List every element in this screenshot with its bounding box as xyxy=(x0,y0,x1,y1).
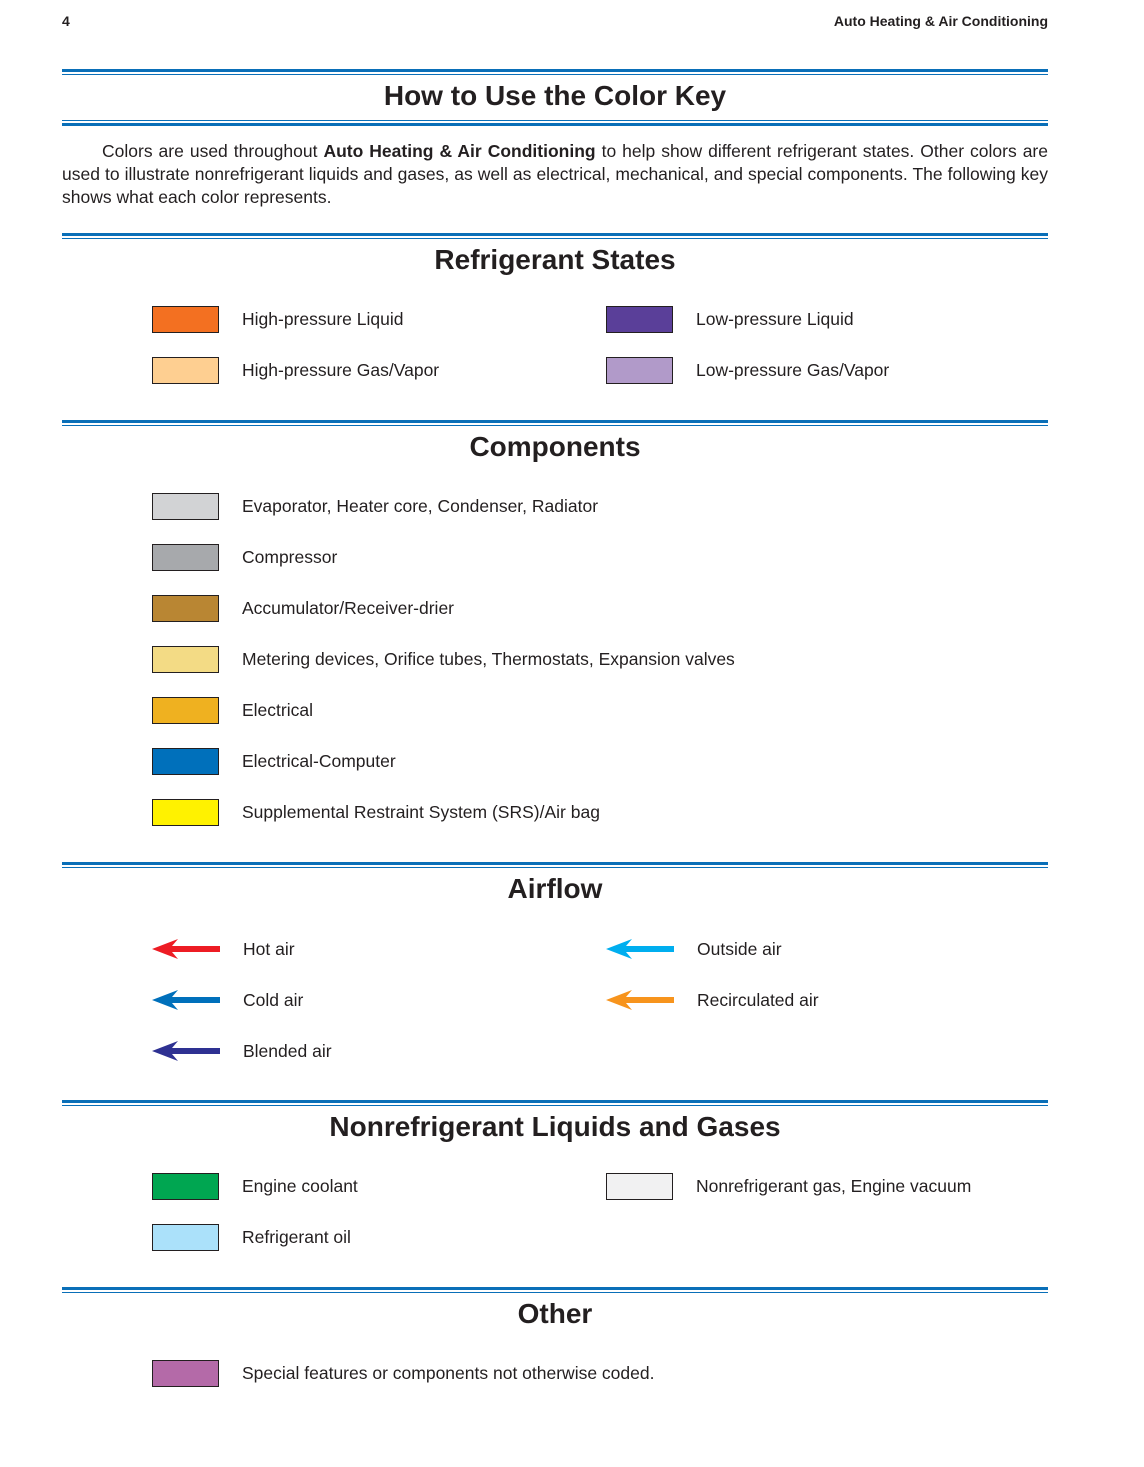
color-swatch xyxy=(606,1173,673,1200)
key-label: Low-pressure Liquid xyxy=(696,308,854,329)
color-swatch xyxy=(152,697,219,724)
key-label: Electrical xyxy=(242,699,313,720)
section-title-airflow: Airflow xyxy=(507,873,603,904)
key-item-srs-airbag xyxy=(152,797,600,827)
key-label: Metering devices, Orifice tubes, Thermostats, Expansion valves xyxy=(242,648,735,669)
page-title: How to Use the Color Key xyxy=(383,80,727,111)
arrow-left-icon xyxy=(152,938,220,960)
intro-paragraph xyxy=(62,140,1048,209)
key-item-low-pressure-liquid xyxy=(606,304,854,334)
key-label: Special features or components not otherwise coded. xyxy=(242,1362,655,1383)
key-item-accumulator xyxy=(152,593,454,623)
key-label: Low-pressure Gas/Vapor xyxy=(696,359,890,380)
key-item-heat-exchangers xyxy=(152,491,598,521)
key-item-hot-air xyxy=(152,934,295,964)
key-label: Compressor xyxy=(242,546,338,567)
intro-text-start: Colors are used throughout xyxy=(102,141,324,161)
arrow-left-icon xyxy=(606,989,674,1011)
divider-rule xyxy=(62,120,1048,126)
key-label: Cold air xyxy=(243,989,304,1010)
key-label: Outside air xyxy=(697,938,782,959)
key-item-special-features xyxy=(152,1358,654,1388)
color-swatch xyxy=(152,646,219,673)
color-swatch xyxy=(152,595,219,622)
key-item-electrical xyxy=(152,695,313,725)
key-item-low-pressure-gas xyxy=(606,355,889,385)
key-item-engine-coolant xyxy=(152,1171,358,1201)
divider-rule xyxy=(62,862,1048,868)
key-item-cold-air xyxy=(152,985,303,1015)
key-item-nonrefrigerant-gas xyxy=(606,1171,971,1201)
key-label: Supplemental Restraint System (SRS)/Air bag xyxy=(242,801,600,822)
divider-rule xyxy=(62,1100,1048,1106)
running-title: Auto Heating & Air Conditioning xyxy=(833,13,1048,29)
section-title-nonrefrigerant: Nonrefrigerant Liquids and Gases xyxy=(329,1111,781,1142)
key-label: High-pressure Liquid xyxy=(242,308,404,329)
section-title-refrigerant-states: Refrigerant States xyxy=(434,244,676,275)
key-item-electrical-computer xyxy=(152,746,396,776)
key-label: Engine coolant xyxy=(242,1175,358,1196)
divider-rule xyxy=(62,69,1048,75)
key-item-high-pressure-gas xyxy=(152,355,439,385)
key-label: High-pressure Gas/Vapor xyxy=(242,359,440,380)
arrow-left-icon xyxy=(606,938,674,960)
color-swatch xyxy=(152,357,219,384)
color-swatch xyxy=(152,748,219,775)
section-title-other: Other xyxy=(517,1298,593,1329)
color-swatch xyxy=(152,1173,219,1200)
intro-text-end: to help show different refrigerant states. Other colors are used to illustrate nonrefrigerant liquids and gases, as well as electrical, mechanical, and special components. The following key shows what each color represents. xyxy=(62,141,1048,207)
key-label: Hot air xyxy=(243,938,295,959)
key-label: Accumulator/Receiver-drier xyxy=(242,597,455,618)
color-swatch xyxy=(606,306,673,333)
divider-rule xyxy=(62,233,1048,239)
color-swatch xyxy=(152,493,219,520)
key-label: Evaporator, Heater core, Condenser, Radiator xyxy=(242,495,599,516)
key-item-blended-air xyxy=(152,1036,332,1066)
key-item-compressor xyxy=(152,542,337,572)
key-item-outside-air xyxy=(606,934,782,964)
intro-book-title: Auto Heating & Air Conditioning xyxy=(323,141,596,161)
arrow-left-icon xyxy=(152,989,220,1011)
key-label: Blended air xyxy=(243,1040,332,1061)
divider-rule xyxy=(62,420,1048,426)
color-swatch xyxy=(606,357,673,384)
color-swatch xyxy=(152,544,219,571)
arrow-left-icon xyxy=(152,1040,220,1062)
key-item-high-pressure-liquid xyxy=(152,304,403,334)
color-swatch xyxy=(152,799,219,826)
key-label: Recirculated air xyxy=(697,989,819,1010)
key-label: Electrical-Computer xyxy=(242,750,396,771)
key-label: Nonrefrigerant gas, Engine vacuum xyxy=(696,1175,972,1196)
color-swatch xyxy=(152,1360,219,1387)
key-label: Refrigerant oil xyxy=(242,1226,351,1247)
key-item-refrigerant-oil xyxy=(152,1222,351,1252)
page-number: 4 xyxy=(62,13,70,29)
color-swatch xyxy=(152,1224,219,1251)
divider-rule xyxy=(62,1287,1048,1293)
color-swatch xyxy=(152,306,219,333)
section-title-components: Components xyxy=(469,431,641,462)
key-item-recirculated-air xyxy=(606,985,819,1015)
key-item-metering-devices xyxy=(152,644,735,674)
page-header xyxy=(62,13,1048,33)
